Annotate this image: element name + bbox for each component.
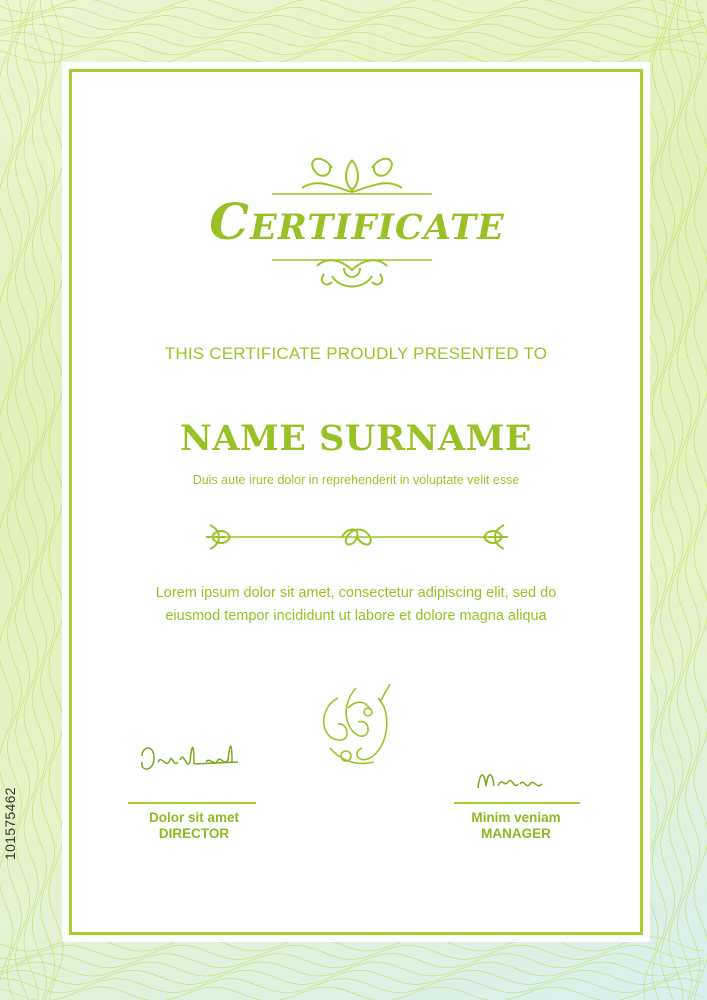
stock-watermark-id: 101575462 xyxy=(2,787,18,860)
guilloche-wave xyxy=(49,0,63,1000)
guilloche-wave xyxy=(32,0,46,1000)
divider-ornament xyxy=(202,517,512,557)
manager-signature-line xyxy=(454,802,580,804)
guilloche-wave xyxy=(0,41,704,55)
seal-flourish xyxy=(308,678,404,774)
guilloche-wave xyxy=(0,970,704,984)
director-name: Dolor sit amet xyxy=(148,810,240,825)
body-line-2: eiusmod tempor incididunt ut labore et dolore magna aliqua xyxy=(165,608,547,624)
manager-block xyxy=(446,810,586,841)
guilloche-wave xyxy=(0,32,704,46)
manager-role: MANAGER xyxy=(481,826,551,841)
guilloche-wave xyxy=(0,49,704,63)
body-text xyxy=(62,582,650,628)
manager-signature xyxy=(472,762,562,798)
recipient-subline: Duis aute irure dolor in reprehenderit in voluptate velit esse xyxy=(192,473,520,487)
director-role: DIRECTOR xyxy=(158,826,230,841)
guilloche-wave xyxy=(669,0,683,1000)
guilloche-wave xyxy=(677,0,691,1000)
director-signature-line xyxy=(128,802,256,804)
guilloche-wave xyxy=(0,0,704,13)
presented-to-line: THIS CERTIFICATE PROUDLY PRESENTED TO xyxy=(164,344,548,363)
guilloche-wave xyxy=(0,962,704,976)
manager-name: Minim veniam xyxy=(471,810,561,825)
guilloche-wave xyxy=(24,0,38,1000)
guilloche-wave xyxy=(661,0,675,1000)
guilloche-wave xyxy=(0,24,704,38)
body-line-1: Lorem ipsum dolor sit amet, consectetur adipiscing elit, sed do xyxy=(155,585,557,601)
director-block xyxy=(124,810,264,841)
guilloche-wave xyxy=(694,0,707,1000)
guilloche-wave xyxy=(0,987,704,1000)
guilloche-wave xyxy=(0,979,704,993)
certificate-title: Certificate xyxy=(209,192,505,251)
recipient-name: NAME SURNAME xyxy=(179,418,533,459)
certificate-panel xyxy=(62,62,650,942)
director-signature xyxy=(134,732,244,780)
